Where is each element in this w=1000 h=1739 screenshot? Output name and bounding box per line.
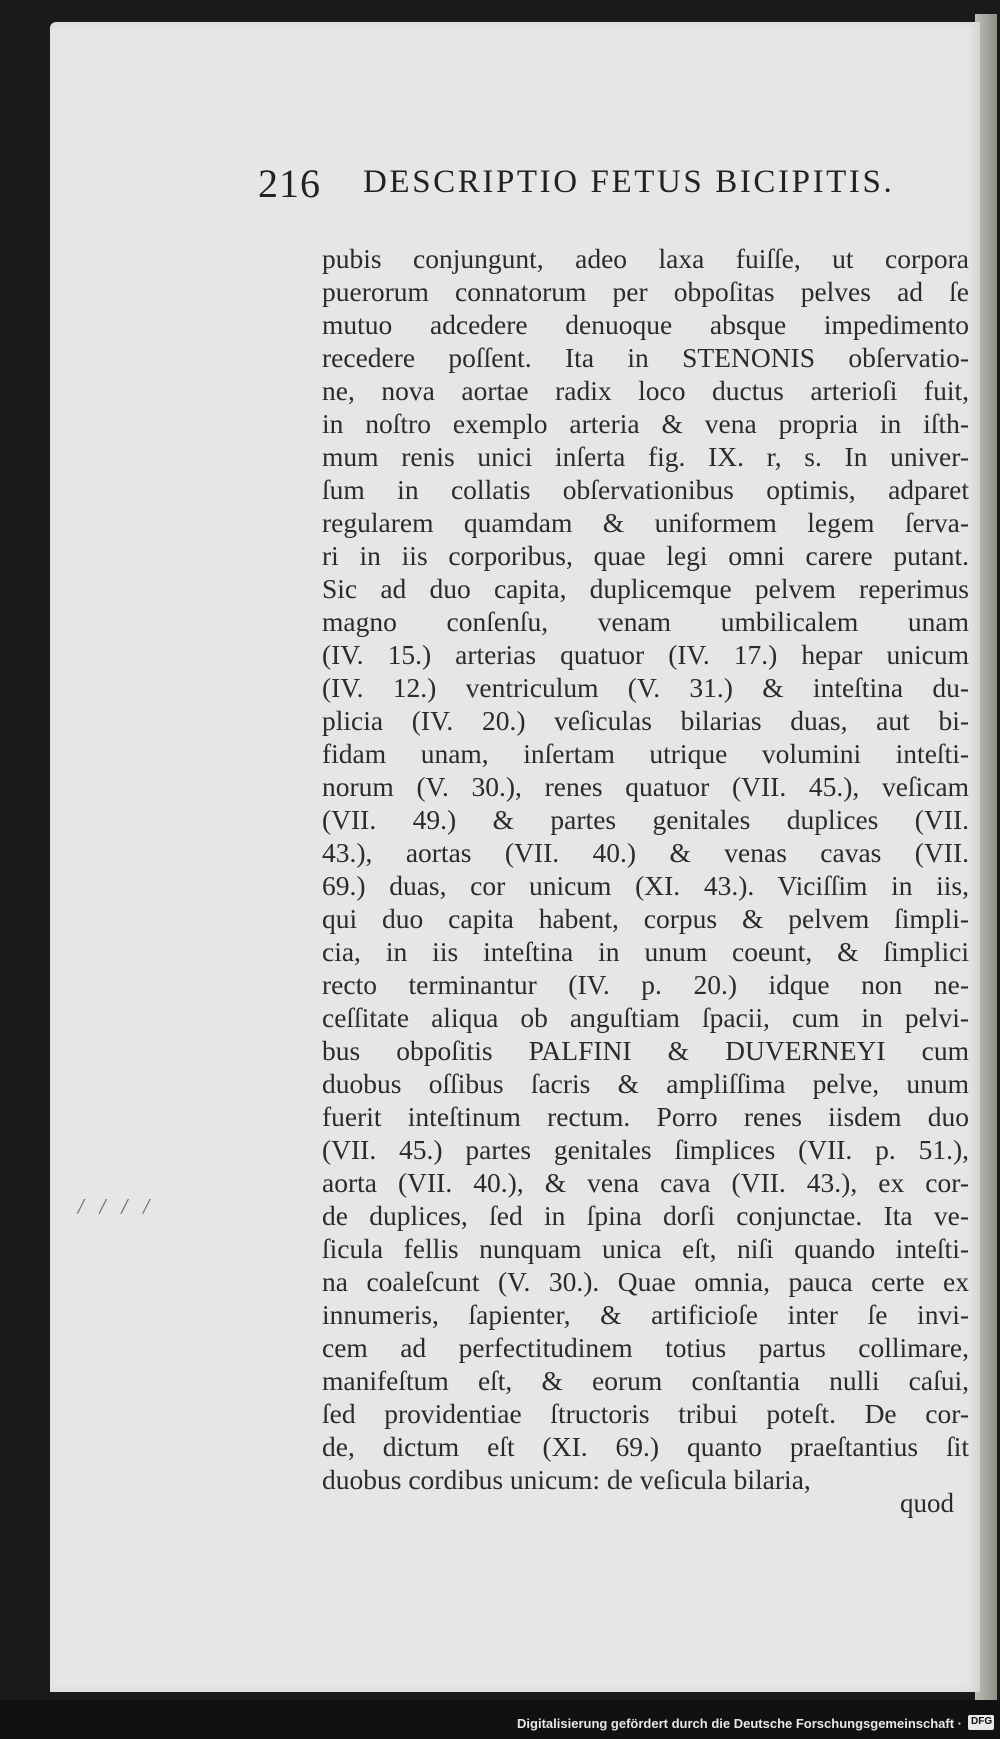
text-line: manifeſtum eſt, & eorum conſtantia nulli caſui, (322, 1365, 969, 1396)
text-line: (VII. 49.) & partes genitales duplices (VII. (322, 804, 969, 835)
text-line: fidam unam, inſertam utrique volumini inteſti- (322, 738, 969, 769)
text-line: de, dictum eſt (XI. 69.) quanto praeſtantius ſit (322, 1431, 969, 1462)
text-line: ſicula fellis nunquam unica eſt, niſi quando inteſti- (322, 1233, 969, 1264)
text-line: de duplices, ſed in ſpina dorſi conjunctae. Ita ve- (322, 1200, 969, 1231)
text-line: qui duo capita habent, corpus & pelvem ſimpli- (322, 903, 969, 934)
text-line: ſum in collatis obſervationibus optimis, adparet (322, 474, 969, 505)
text-line: fuerit inteſtinum rectum. Porro renes iisdem duo (322, 1101, 969, 1132)
text-line: pubis conjungunt, adeo laxa fuiſſe, ut corpora (322, 243, 969, 274)
digitization-credit: Digitalisierung gefördert durch die Deutsche Forschungsgemeinschaft · (517, 1716, 962, 1731)
text-line: innumeris, ſapienter, & artificioſe inter ſe invi- (322, 1299, 969, 1330)
text-line: 43.), aortas (VII. 40.) & venas cavas (VII. (322, 837, 969, 868)
dfg-logo (968, 1715, 994, 1730)
text-line: (IV. 12.) ventriculum (V. 31.) & inteſtina du- (322, 672, 969, 703)
text-line: cia, in iis inteſtina in unum coeunt, & ſimplici (322, 936, 969, 967)
text-line: cem ad perfectitudinem totius partus collimare, (322, 1332, 969, 1363)
text-line: na coaleſcunt (V. 30.). Quae omnia, pauca certe ex (322, 1266, 969, 1297)
text-line: mum renis unici inſerta fig. IX. r, s. In univer- (322, 441, 969, 472)
text-line: puerorum connatorum per obpoſitas pelves ad ſe (322, 276, 969, 307)
page-header (258, 160, 968, 210)
text-line: magno conſenſu, venam umbilicalem unam (322, 606, 969, 637)
page-number: 216 (258, 161, 321, 206)
catchword: quod (900, 1488, 954, 1518)
text-line: regularem quamdam & uniformem legem ſerva- (322, 507, 969, 538)
text-line: aorta (VII. 40.), & vena cava (VII. 43.), ex cor- (322, 1167, 969, 1198)
text-line: in noſtro exemplo arteria & vena propria in iſth- (322, 408, 969, 439)
dfg-logo-text: DFG (971, 1716, 993, 1727)
text-line: ri in iis corporibus, quae legi omni carere putant. (322, 540, 969, 571)
text-line: ſed providentiae ſtructoris tribui poteſt. De cor- (322, 1398, 969, 1429)
text-line: ne, nova aortae radix loco ductus arterioſi fuit, (322, 375, 969, 406)
text-line: duobus oſſibus ſacris & ampliſſima pelve, unum (322, 1068, 969, 1099)
margin-marks: / / / / (78, 1196, 155, 1217)
text-line: 69.) duas, cor unicum (XI. 43.). Viciſſim in iis, (322, 870, 969, 901)
text-line: mutuo adcedere denuoque absque impedimento (322, 309, 969, 340)
text-line: bus obpoſitis PALFINI & DUVERNEYI cum (322, 1035, 969, 1066)
text-line: recto terminantur (IV. p. 20.) idque non ne- (322, 969, 969, 1000)
text-line: ceſſitate aliqua ob anguſtiam ſpacii, cum in pelvi- (322, 1002, 969, 1033)
body-text (322, 242, 969, 1496)
text-line: Sic ad duo capita, duplicemque pelvem reperimus (322, 573, 969, 604)
text-line: norum (V. 30.), renes quatuor (VII. 45.), veſicam (322, 771, 969, 802)
text-line: duobus cordibus unicum: de veſicula bilaria, (322, 1464, 811, 1495)
text-line: recedere poſſent. Ita in STENONIS obſervatio- (322, 342, 969, 373)
text-line: (IV. 15.) arterias quatuor (IV. 17.) hepar unicum (322, 639, 969, 670)
running-title: DESCRIPTIO FETUS BICIPITIS. (363, 164, 895, 200)
text-line: plicia (IV. 20.) veſiculas bilarias duas, aut bi- (322, 705, 969, 736)
text-line: (VII. 45.) partes genitales ſimplices (VII. p. 51.), (322, 1134, 969, 1165)
